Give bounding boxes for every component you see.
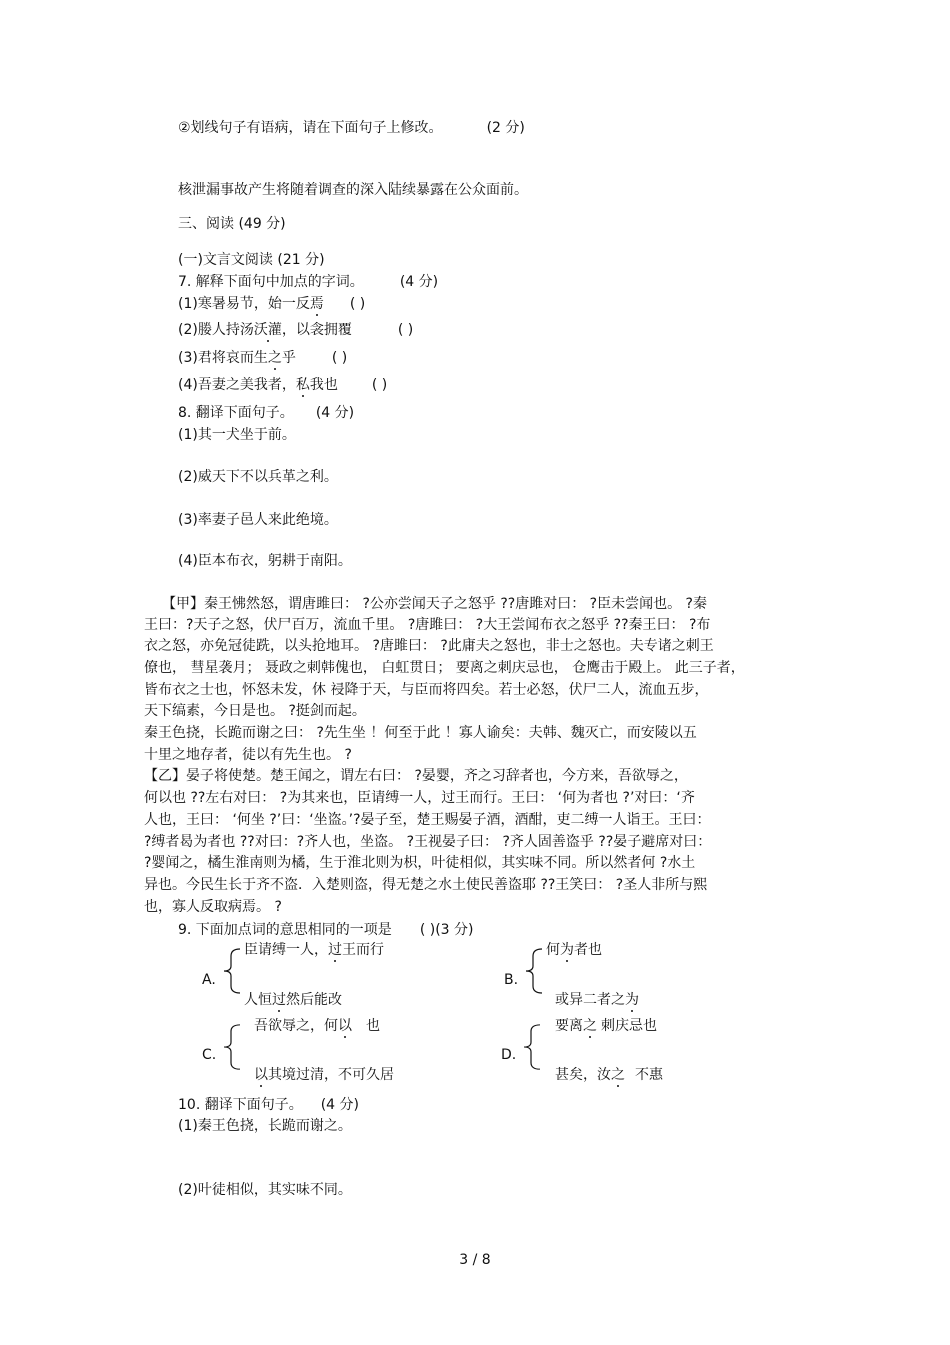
q9-option-c-label[interactable]: C.: [202, 1047, 217, 1063]
brace-icon: [522, 1024, 542, 1070]
brace-icon: [222, 1024, 242, 1070]
q8-item-3: (3)率妻子邑人来此绝境。: [178, 512, 338, 528]
q7-item-2: (2)媵人持汤沃灌，以衾拥覆 ( ): [178, 322, 414, 338]
page-number: 3 / 8: [459, 1252, 491, 1268]
brace-icon: [524, 948, 544, 994]
q8-item-4: (4)臣本布衣，躬耕于南阳。: [178, 553, 352, 569]
q9-option-a-bottom: 人恒过然后能改: [244, 992, 342, 1008]
q9-option-d-bottom: 甚矣，汝之 不惠: [555, 1067, 663, 1083]
q10-item-2: (2)叶徒相似，其实味不同。: [178, 1182, 352, 1198]
passage-line: 王曰：?天子之怒，伏尸百万，流血千里。 ?唐雎曰： ?大王尝闻布衣之怒乎 ??秦王曰： ?布: [144, 617, 711, 633]
q6b-prompt: ②划线句子有语病，请在下面句子上修改。 (2 分): [178, 120, 525, 136]
q9-option-c-bottom: 以其境过清，不可久居: [254, 1067, 394, 1083]
q9-option-a-top: 臣请缚一人，过王而行: [244, 942, 384, 958]
passage-line: 衣之怒，亦免冠徒跣，以头抢地耳。 ?唐雎曰： ?此庸夫之怒也，非士之怒也。夫专诸之刺王: [144, 638, 714, 654]
q8-prompt: 8. 翻译下面句子。 (4 分): [178, 405, 355, 421]
q9-option-d-top: 要离之 刺庆忌也: [555, 1018, 657, 1034]
q7-prompt: 7. 解释下面句中加点的字词。 (4 分): [178, 274, 439, 290]
q10-prompt: 10. 翻译下面句子。 (4 分): [178, 1097, 359, 1113]
q7-item-3: (3)君将哀而生之乎 ( ): [178, 350, 348, 366]
q9-option-b-label[interactable]: B.: [504, 972, 519, 988]
q10-item-1: (1)秦王色挠，长跪而谢之。: [178, 1118, 352, 1134]
q9-option-d-label[interactable]: D.: [501, 1047, 517, 1063]
passage-line: 何以也 ??左右对曰： ?为其来也，臣请缚一人，过王而行。王曰： ‘何为者也 ?’对曰：‘齐: [144, 790, 695, 806]
q7-item-1: (1)寒暑易节，始一反焉 ( ): [178, 296, 366, 312]
q9-prompt: 9. 下面加点词的意思相同的一项是 ( )(3 分): [178, 922, 474, 938]
passage-line: 十里之地存者，徒以有先生也。 ?: [144, 747, 352, 763]
passage-line: 【甲】秦王怫然怒，谓唐雎曰： ?公亦尝闻天子之怒乎 ??唐雎对曰： ?臣未尝闻也。 ?秦: [162, 596, 707, 612]
q9-option-c-top: 吾欲辱之，何以 也: [254, 1018, 380, 1034]
passage-line: 异也。今民生长于齐不盗．入楚则盗，得无楚之水土使民善盗耶 ??王笑曰： ?圣人非所与熙: [144, 877, 708, 893]
q9-option-b-bottom: 或异二者之为: [555, 992, 639, 1008]
passage-line: 【乙】晏子将使楚。楚王闻之，谓左右曰： ?晏婴，齐之习辞者也，今方来，吾欲辱之，: [144, 768, 688, 784]
passage-line: 天下缟素，今日是也。 ?挺剑而起。: [144, 703, 366, 719]
passage-line: 僚也， 彗星袭月； 聂政之刺韩傀也， 白虹贯日； 要离之刺庆忌也， 仓鹰击于殿上。 此三子者，: [144, 660, 745, 676]
q9-option-a-label[interactable]: A.: [202, 972, 216, 988]
passage-line: ?婴闻之，橘生淮南则为橘，生于淮北则为枳，叶徒相似，其实味不同。所以然者何 ?水土: [144, 855, 696, 871]
q8-item-2: (2)威天下不以兵革之利。: [178, 469, 338, 485]
q8-item-1: (1)其一犬坐于前。: [178, 427, 296, 443]
q9-option-b-top: 何为者也: [546, 942, 602, 958]
part-1-title: (一)文言文阅读 (21 分): [178, 252, 325, 268]
q6b-sentence: 核泄漏事故产生将随着调查的深入陆续暴露在公众面前。: [178, 182, 528, 198]
passage-line: 秦王色挠，长跪而谢之曰： ?先生坐 ！何至于此 ！寡人谕矣：夫韩、魏灭亡，而安陵以五: [144, 725, 697, 741]
passage-line: 人也，王曰： ‘何坐 ?’曰：‘坐盗。’?晏子至，楚王赐晏子酒，酒酣，吏二缚一人诣王。王曰：: [144, 812, 711, 828]
brace-icon: [222, 948, 242, 994]
passage-line: 皆布衣之士也，怀怒未发，休 祲降于天，与臣而将四矣。若士必怒，伏尸二人，流血五步，: [144, 682, 709, 698]
section-3-title: 三、阅读 (49 分): [178, 216, 286, 232]
q7-item-4: (4)吾妻之美我者，私我也 ( ): [178, 377, 388, 393]
passage-line: 也，寡人反取病焉。 ?: [144, 899, 282, 915]
passage-line: ?缚者曷为者也 ??对曰：?齐人也，坐盗。 ?王视晏子曰： ?齐人固善盗乎 ??晏子避席对曰：: [144, 834, 712, 850]
